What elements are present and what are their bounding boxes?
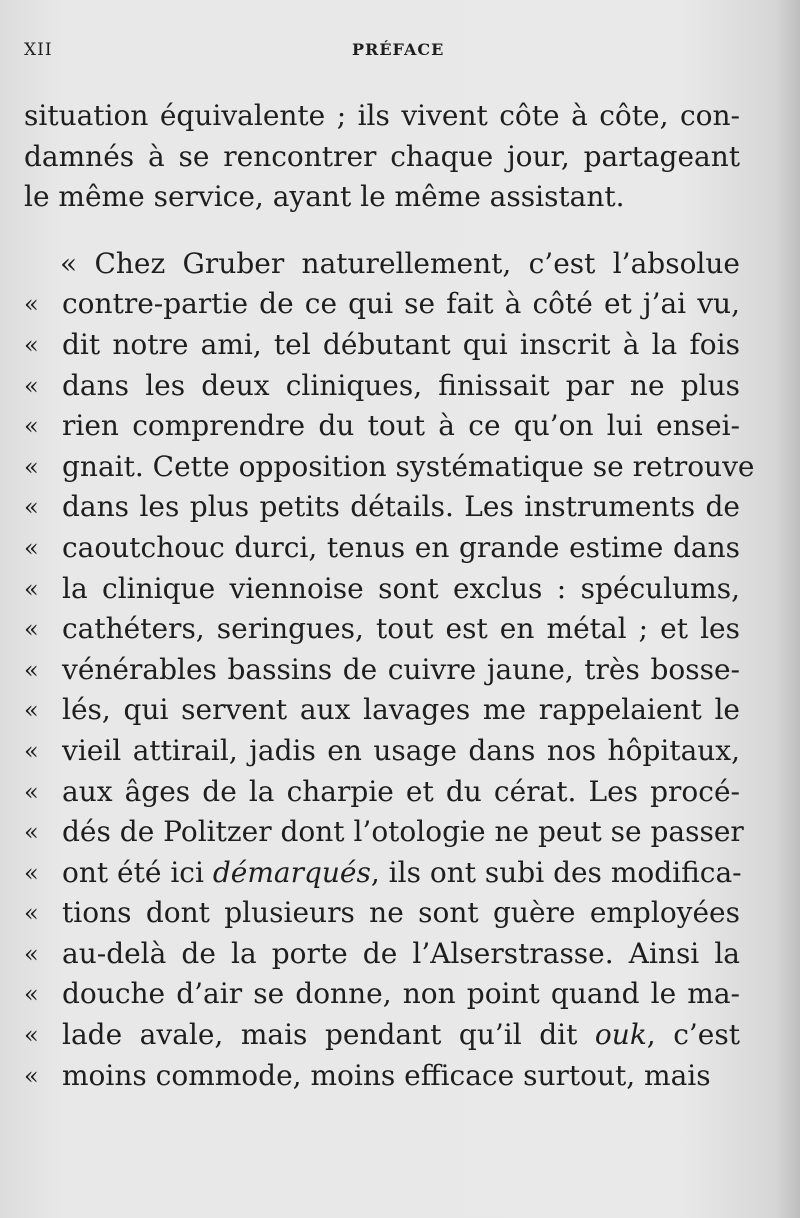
text-line-quoted: « moins commode, moins efficace surtout, mais	[24, 1056, 740, 1097]
quote-mark: «	[24, 736, 39, 765]
quote-mark: «	[24, 452, 39, 481]
quote-mark: «	[24, 371, 39, 400]
text-line: le même service, ayant le même assistant.	[24, 180, 625, 214]
italic-word: démarqués	[212, 855, 371, 889]
text-line-quoted: « dés de Politzer dont l’otologie ne peut se passer	[24, 812, 740, 853]
quote-mark: «	[24, 533, 39, 562]
page-number: XII	[24, 40, 53, 60]
quote-mark: «	[24, 412, 39, 441]
text-line-quoted: « douche d’air se donne, non point quand le ma-	[24, 974, 740, 1015]
text-line-quoted: « gnait. Cette opposition systématique se retrouve	[24, 447, 740, 488]
quoted-lines	[24, 284, 755, 1096]
text-line-quoted: « dans les deux cliniques, finissait par ne plus	[24, 366, 740, 407]
text-line-opening-quote: « Chez Gruber naturellement, c’est l’absolue	[60, 246, 740, 280]
quote-mark: «	[24, 899, 39, 928]
quote-mark: «	[24, 696, 39, 725]
running-head	[24, 40, 730, 70]
text-line-quoted: « rien comprendre du tout à ce qu’on lui ensei-	[24, 406, 740, 447]
quote-mark: «	[24, 493, 39, 522]
text-line-quoted: « caoutchouc durci, tenus en grande estime dans	[24, 528, 740, 569]
text-line-quoted: « contre-partie de ce qui se fait à côté et j’ai vu,	[24, 284, 740, 325]
text-line: situation équivalente ; ils vivent côte à côte, con-	[24, 99, 740, 132]
quote-mark: «	[24, 330, 39, 359]
text-line-quoted: « dans les plus petits détails. Les instruments de	[24, 487, 740, 528]
quote-mark: «	[24, 980, 39, 1009]
quote-mark: «	[24, 1061, 39, 1090]
running-title: PRÉFACE	[352, 40, 445, 59]
text-line: damnés à se rencontrer chaque jour, partageant	[24, 139, 740, 173]
text-line-quoted: « ont été ici démarqués, ils ont subi des modifica-	[24, 853, 740, 894]
text-line-quoted: « aux âges de la charpie et du cérat. Les procé-	[24, 772, 740, 813]
quote-mark: «	[24, 818, 39, 847]
quote-mark: «	[24, 290, 39, 319]
text-line-quoted: « vénérables bassins de cuivre jaune, très bosse-	[24, 650, 740, 691]
text-line-quoted: « lés, qui servent aux lavages me rappelaient le	[24, 690, 740, 731]
quote-mark: «	[24, 777, 39, 806]
text-line-quoted: « dit notre ami, tel débutant qui inscrit à la fois	[24, 325, 740, 366]
quote-mark: «	[24, 574, 39, 603]
text-line-quoted: « la clinique viennoise sont exclus : spéculums,	[24, 569, 740, 610]
text-line-quoted: « lade avale, mais pendant qu’il dit ouk, c’est	[24, 1015, 740, 1056]
italic-word: ouk	[594, 1018, 647, 1052]
text-line-quoted: « au-delà de la porte de l’Alserstrasse. Ainsi la	[24, 934, 740, 975]
quote-mark: «	[24, 858, 39, 887]
text-line-quoted: « cathéters, seringues, tout est en métal ; et les	[24, 609, 740, 650]
quote-mark: «	[24, 939, 39, 968]
body-text	[24, 96, 755, 1096]
quote-mark: «	[24, 1021, 39, 1050]
text-line-quoted: « vieil attirail, jadis en usage dans nos hôpitaux,	[24, 731, 740, 772]
quote-mark: «	[24, 655, 39, 684]
quote-mark: «	[24, 615, 39, 644]
text-line-quoted: « tions dont plusieurs ne sont guère employées	[24, 893, 740, 934]
